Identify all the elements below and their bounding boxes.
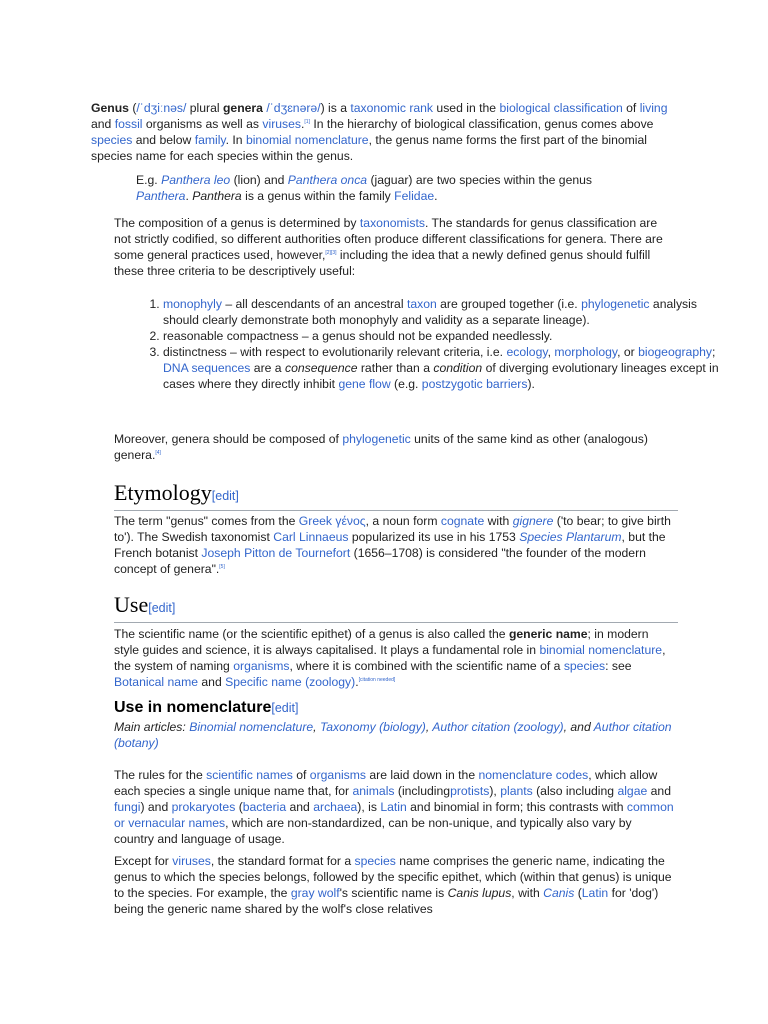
text: ) and: [140, 800, 169, 814]
text: (e.g.: [394, 377, 419, 391]
text: of: [626, 101, 637, 115]
edit-etymology-link[interactable]: [edit]: [211, 489, 239, 503]
link-gene-flow[interactable]: gene flow: [338, 377, 391, 391]
link-algae[interactable]: algae: [617, 784, 648, 798]
text: reasonable compactness – a genus should not be expanded needlessly.: [163, 329, 553, 343]
text: ,: [313, 720, 317, 734]
link-prokaryotes[interactable]: prokaryotes: [171, 800, 236, 814]
example-paragraph: [136, 172, 594, 204]
text: , the standard format for a: [210, 854, 352, 868]
text: , but the French botanist: [114, 530, 666, 560]
citation-ref-2-3[interactable]: [2][3]: [325, 249, 337, 256]
text: of diverging evolutionary lineages except in cases where they directly inhibit: [163, 361, 719, 391]
text: , which are non-standardized, can be non-unique, and typically also vary by country and language of usage.: [114, 816, 632, 846]
link-scientific-names[interactable]: scientific names: [206, 768, 293, 782]
text: of: [296, 768, 307, 782]
composition-paragraph: [114, 215, 674, 279]
text: ), is: [357, 800, 377, 814]
link-panthera[interactable]: Panthera: [136, 189, 186, 203]
link-phylogenetic-units[interactable]: phylogenetic: [342, 432, 411, 446]
text: and below: [135, 133, 192, 147]
link-species-2[interactable]: species: [563, 659, 606, 673]
link-panthera-onca[interactable]: Panthera onca: [287, 173, 368, 187]
text: units of the same kind as other (analogous) genera.: [114, 432, 648, 462]
link-binomial-nomenclature-2[interactable]: binomial nomenclature: [539, 643, 663, 657]
list-item: [163, 328, 723, 344]
link-family[interactable]: family: [194, 133, 226, 147]
link-binomial-nomenclature-3[interactable]: Binomial nomenclature: [189, 720, 314, 734]
rules-paragraph: [114, 767, 674, 847]
link-plants[interactable]: plants: [500, 784, 533, 798]
text: ; in modern style guides and science, it is always capitalised. It plays a fundamental role in: [114, 627, 649, 657]
list-item: [163, 296, 723, 328]
term-genera: genera: [222, 101, 263, 115]
text: (lion) and: [233, 173, 285, 187]
etymology-paragraph: [114, 513, 674, 577]
text: distinctness – with respect to evolutionarily relevant criteria, i.e.: [163, 345, 504, 359]
text: ('to bear; to give birth to'). The Swedish taxonomist: [114, 514, 671, 544]
text: and: [91, 117, 112, 131]
text: and binomial in form; this contrasts with: [410, 800, 624, 814]
link-botanical-name[interactable]: Botanical name: [114, 675, 199, 689]
text: (: [577, 886, 582, 900]
text: . The standards for genus classification are not strictly codified, so different authorities often produce different classifications for genera. There are some general practices used, however,: [114, 216, 663, 262]
text: Moreover, genera should be composed of: [114, 432, 339, 446]
link-protists[interactable]: protists: [450, 784, 490, 798]
text: are grouped together (i.e.: [440, 297, 578, 311]
link-viruses-2[interactable]: viruses: [172, 854, 211, 868]
link-cognate[interactable]: cognate: [440, 514, 485, 528]
citation-ref-4[interactable]: [4]: [155, 449, 161, 456]
link-biogeography[interactable]: biogeography: [638, 345, 712, 359]
link-nomenclature-codes[interactable]: nomenclature codes: [478, 768, 589, 782]
text: , where it is combined with the scientific name of a: [289, 659, 561, 673]
link-bacteria[interactable]: bacteria: [242, 800, 287, 814]
link-latin-2[interactable]: Latin: [581, 886, 609, 900]
link-gray-wolf[interactable]: gray wolf: [290, 886, 340, 900]
text: Canis lupus: [447, 886, 512, 900]
text: , a noun form: [365, 514, 438, 528]
term-generic-name: generic name: [508, 627, 588, 641]
text: Main articles:: [114, 720, 186, 734]
link-species-3[interactable]: species: [354, 854, 396, 868]
link-binomial-nomenclature[interactable]: binomial nomenclature: [245, 133, 369, 147]
text: consequence: [284, 361, 358, 375]
link-felidae[interactable]: Felidae: [394, 189, 435, 203]
link-gignere[interactable]: gignere: [512, 514, 554, 528]
ipa-genera-link[interactable]: /ˈdʒɛnərə/: [266, 101, 321, 115]
text: are a: [253, 361, 282, 375]
species-format-paragraph: [114, 853, 674, 917]
text: The scientific name (or the scientific epithet) of a genus is also called the: [114, 627, 506, 641]
text: (jaguar) are two species within the genus: [370, 173, 592, 187]
link-fungi[interactable]: fungi: [114, 800, 141, 814]
text: : see: [605, 659, 632, 673]
text: (1656–1708) is considered "the founder of the modern concept of genera".: [114, 546, 646, 576]
link-dna-sequences[interactable]: DNA sequences: [163, 361, 251, 375]
link-latin[interactable]: Latin: [380, 800, 407, 814]
text: , the system of naming: [114, 643, 666, 673]
text: with: [487, 514, 510, 528]
text: (also including: [536, 784, 615, 798]
link-taxonomy-biology[interactable]: Taxonomy (biology): [319, 720, 426, 734]
link-tournefort[interactable]: Joseph Pitton de Tournefort: [201, 546, 351, 560]
link-author-citation-zoology[interactable]: Author citation (zoology): [432, 720, 564, 734]
text: , which allow each species a single unique name that, for: [114, 768, 658, 798]
link-taxon[interactable]: taxon: [406, 297, 437, 311]
text: Etymology: [114, 480, 212, 505]
text: used in the: [436, 101, 497, 115]
text: , or: [617, 345, 635, 359]
link-greek[interactable]: Greek: [298, 514, 332, 528]
text: are laid down in the: [369, 768, 476, 782]
text: ,: [547, 345, 551, 359]
text: name comprises the generic name, indicating the genus to which the species belongs, followed by the specific epithet, which (within that genus) is unique to the species. For example, the: [114, 854, 672, 900]
link-organisms[interactable]: organisms: [233, 659, 290, 673]
text: organisms as well as: [145, 117, 260, 131]
text: Except for: [114, 854, 169, 868]
text: .: [301, 117, 305, 131]
text: In the hierarchy of biological classification, genus comes above: [313, 117, 654, 131]
text: 's scientific name is: [339, 886, 445, 900]
intro-paragraph: Genus (/ˈdʒiːnəs/ plural genera /ˈdʒɛnərə/) is a taxonomic rank used in the biological classification of living and fossil organisms as well as viruses.[1] In the hierarchy of biological classification, genus comes above species and below family. In binomial nomenclature, the genus name forms the first part of the binomial species name for each species within the genus.: [91, 101, 668, 163]
text: plural: [189, 101, 220, 115]
edit-use-link[interactable]: [edit]: [148, 601, 176, 615]
citation-needed[interactable]: [citation needed]: [358, 676, 396, 683]
link-fossil[interactable]: fossil: [114, 117, 143, 131]
link-phylogenetic[interactable]: phylogenetic: [581, 297, 650, 311]
link-biological-classification[interactable]: biological classification: [499, 101, 623, 115]
text: ,: [425, 720, 430, 734]
text: , and: [563, 720, 591, 734]
etymology-heading: [114, 480, 678, 511]
link-specific-name-zoology[interactable]: Specific name (zoology): [225, 675, 356, 689]
link-living[interactable]: living: [639, 101, 668, 115]
use-heading: [114, 592, 678, 623]
link-species[interactable]: species: [91, 133, 133, 147]
text: , with: [511, 886, 540, 900]
text: and: [289, 800, 310, 814]
text: .: [185, 189, 189, 203]
main-articles-hatnote: [114, 719, 679, 751]
text: The rules for the: [114, 768, 203, 782]
moreover-paragraph: [114, 431, 654, 463]
use-paragraph: [114, 626, 676, 690]
text: rather than a: [360, 361, 430, 375]
link-canis[interactable]: Canis: [543, 886, 575, 900]
link-species-plantarum[interactable]: Species Plantarum: [519, 530, 622, 544]
link-panthera-leo[interactable]: Panthera leo: [161, 173, 231, 187]
link-postzygotic-barriers[interactable]: postzygotic barriers: [421, 377, 528, 391]
text: The composition of a genus is determined by: [114, 216, 357, 230]
term-genus: Genus: [91, 101, 129, 115]
text: ),: [489, 784, 497, 798]
link-organisms-2[interactable]: organisms: [309, 768, 367, 782]
text: .: [355, 675, 359, 689]
link-author-citation-botany[interactable]: Author citation (botany): [114, 720, 672, 750]
link-common-names[interactable]: common or vernacular names: [114, 800, 674, 830]
citation-ref-5[interactable]: [5]: [219, 563, 225, 570]
text: is a genus within the family: [245, 189, 391, 203]
text: .: [434, 189, 438, 203]
link-morphology[interactable]: morphology: [554, 345, 618, 359]
text: . In: [225, 133, 243, 147]
text: and: [201, 675, 222, 689]
text: – all descendants of an ancestral: [225, 297, 404, 311]
text: , the genus name forms the first part of the binomial species name for each species within the genus.: [91, 133, 647, 163]
text: Panthera: [192, 189, 242, 203]
text: popularized its use in his 1753: [351, 530, 516, 544]
text: Use: [114, 592, 149, 617]
text: including the idea that a newly defined genus should fulfill these three criteria to be descriptively useful:: [114, 248, 651, 278]
text: (: [238, 800, 243, 814]
link-taxonomists[interactable]: taxonomists: [359, 216, 425, 230]
link-taxonomic-rank[interactable]: taxonomic rank: [350, 101, 434, 115]
text: analysis should clearly demonstrate both monophyly and validity as a separate lineage).: [163, 297, 697, 327]
text: for 'dog') being the generic name shared by the wolf's close relatives: [114, 886, 659, 916]
link-animals[interactable]: animals: [352, 784, 395, 798]
link-carl-linnaeus[interactable]: Carl Linnaeus: [273, 530, 349, 544]
text: ).: [527, 377, 535, 391]
link-genos[interactable]: γένος: [335, 514, 366, 528]
text: E.g.: [136, 173, 158, 187]
text: condition: [433, 361, 483, 375]
ipa-genus-link[interactable]: /ˈdʒiːnəs/: [136, 101, 187, 115]
text: ;: [712, 345, 716, 359]
edit-nomenclature-link[interactable]: [edit]: [271, 701, 299, 715]
list-item: [163, 344, 723, 392]
link-monophyly[interactable]: monophyly: [163, 297, 222, 311]
text: Use in nomenclature: [114, 699, 272, 716]
criteria-list: [114, 296, 723, 392]
text: is a: [328, 101, 347, 115]
link-archaea[interactable]: archaea: [313, 800, 358, 814]
link-viruses[interactable]: viruses: [262, 117, 302, 131]
text: (including: [397, 784, 451, 798]
link-ecology[interactable]: ecology: [506, 345, 548, 359]
text: and: [650, 784, 671, 798]
use-in-nomenclature-heading: [114, 698, 678, 718]
text: The term "genus" comes from the: [114, 514, 296, 528]
citation-ref-1[interactable]: [1]: [304, 118, 310, 125]
